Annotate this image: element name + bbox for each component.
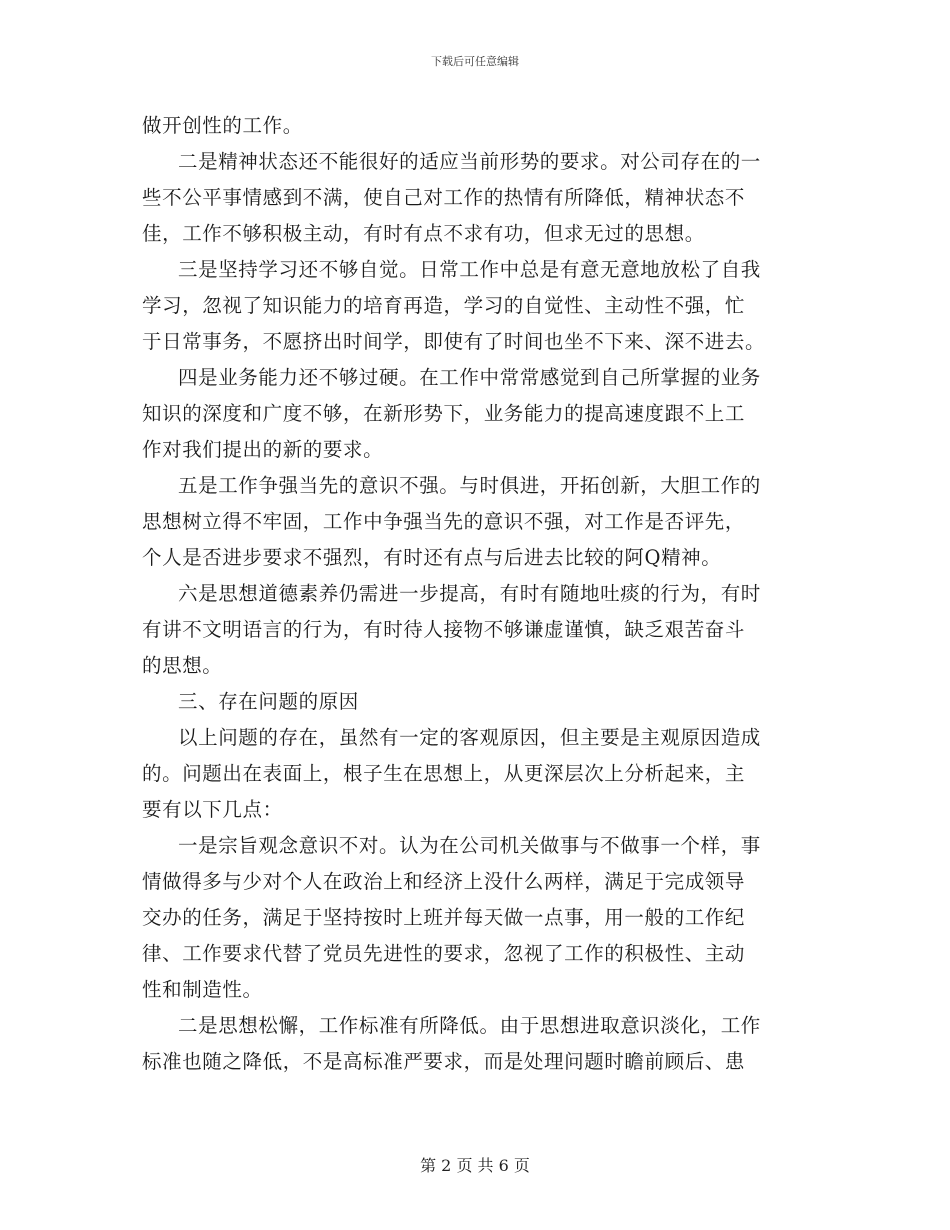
paragraph <box>142 828 808 1008</box>
text-line: 标准也随之降低，不是高标准严要求，而是处理问题时瞻前顾后、患 <box>142 1050 746 1073</box>
text-line: 以上问题的存在，虽然有一定的客观原因，但主要是主观原因造成 <box>178 726 761 749</box>
text-line: 六是思想道德素养仍需进一步提高，有时有随地吐痰的行为，有时 <box>178 582 761 605</box>
text-line: 些不公平事情感到不满，使自己对工作的热情有所降低，精神状态不 <box>142 186 746 209</box>
paragraph <box>142 468 808 576</box>
text-line: 作对我们提出的新的要求。 <box>142 438 384 461</box>
text-line: 三是坚持学习还不够自觉。日常工作中总是有意无意地放松了自我 <box>178 258 761 281</box>
page-number-footer: 第 2 页 共 6 页 <box>420 1156 530 1175</box>
text-line: 思想树立得不牢固，工作中争强当先的意识不强，对工作是否评先， <box>142 510 746 533</box>
text-line: 二是思想松懈，工作标准有所降低。由于思想进取意识淡化，工作 <box>178 1014 761 1037</box>
text-line: 做开创性的工作。 <box>142 114 303 137</box>
text-line: 一是宗旨观念意识不对。认为在公司机关做事与不做事一个样，事 <box>178 834 761 857</box>
text-line: 五是工作争强当先的意识不强。与时俱进，开拓创新，大胆工作的 <box>178 474 761 497</box>
text-line: 的。问题出在表面上，根子生在思想上，从更深层次上分析起来，主 <box>142 762 746 785</box>
text-line: 要有以下几点： <box>142 798 283 821</box>
paragraph <box>142 252 808 360</box>
text-line: 性和制造性。 <box>142 978 263 1001</box>
text-line: 个人是否进步要求不强烈，有时还有点与后进去比较的阿Q精神。 <box>142 546 722 569</box>
page-header-note: 下载后可任意编辑 <box>431 55 519 68</box>
text-line: 于日常事务，不愿挤出时间学，即使有了时间也坐不下来、深不进去。 <box>142 330 766 353</box>
text-line: 学习，忽视了知识能力的培育再造，学习的自觉性、主动性不强，忙 <box>142 294 746 317</box>
heading-line: 三、存在问题的原因 <box>178 690 359 713</box>
section-heading <box>142 684 808 720</box>
document-body <box>142 108 808 1080</box>
paragraph <box>142 1008 808 1080</box>
paragraph <box>142 108 808 144</box>
paragraph <box>142 576 808 684</box>
text-line: 有讲不文明语言的行为，有时待人接物不够谦虚谨慎，缺乏艰苦奋斗 <box>142 618 746 641</box>
text-line: 交办的任务，满足于坚持按时上班并每天做一点事，用一般的工作纪 <box>142 906 746 929</box>
text-line: 四是业务能力还不够过硬。在工作中常常感觉到自己所掌握的业务 <box>178 366 761 389</box>
text-line: 情做得多与少对个人在政治上和经济上没什么两样，满足于完成领导 <box>142 870 746 893</box>
text-line: 律、工作要求代替了党员先进性的要求，忽视了工作的积极性、主动 <box>142 942 746 965</box>
text-line: 的思想。 <box>142 654 223 677</box>
paragraph <box>142 360 808 468</box>
text-line: 二是精神状态还不能很好的适应当前形势的要求。对公司存在的一 <box>178 150 761 173</box>
paragraph <box>142 144 808 252</box>
paragraph <box>142 720 808 828</box>
text-line: 知识的深度和广度不够，在新形势下，业务能力的提高速度跟不上工 <box>142 402 746 425</box>
text-line: 佳，工作不够积极主动，有时有点不求有功，但求无过的思想。 <box>142 222 705 245</box>
